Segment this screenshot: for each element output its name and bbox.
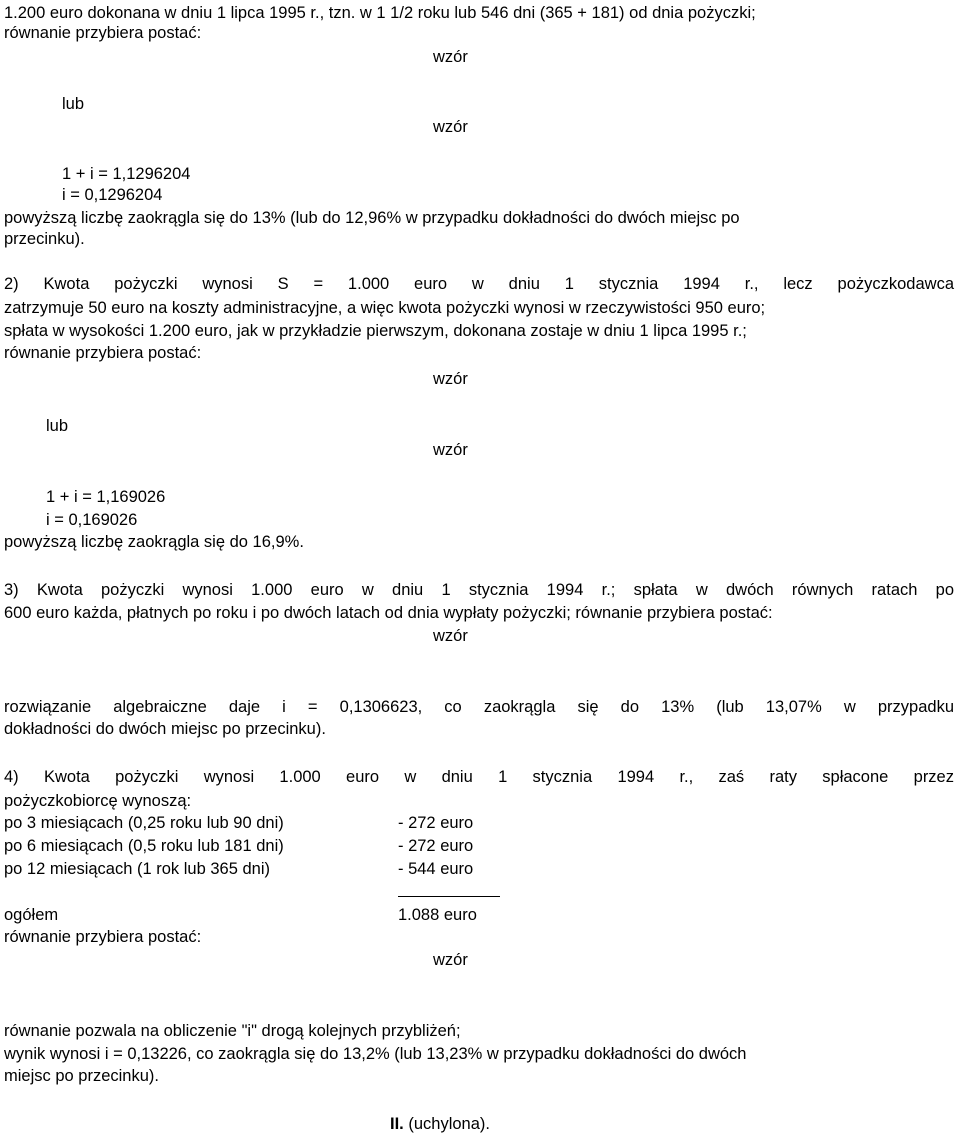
s4-installment-label: po 12 miesiącach (1 rok lub 365 dni) xyxy=(4,860,270,878)
s4-approx-note: równanie pozwala na obliczenie "i" drogą kolejnych przybliżeń; xyxy=(4,1022,461,1040)
s4-line-2: pożyczkobiorcę wynoszą: xyxy=(4,792,192,810)
s4-formula: wzór xyxy=(433,951,468,969)
s1-note-line-1: powyższą liczbę zaokrągla się do 13% (lub do 12,96% w przypadku dokładności do dwóch miejsc po xyxy=(4,209,740,227)
s4-result-line-2: miejsc po przecinku). xyxy=(4,1067,159,1085)
s4-equation-intro: równanie przybiera postać: xyxy=(4,928,202,946)
s2-formula-a: wzór xyxy=(433,370,468,388)
s1-formula-a: wzór xyxy=(433,48,468,66)
s2-formula-b: wzór xyxy=(433,441,468,459)
s3-solution-line-2: dokładności do dwóch miejsc po przecinku). xyxy=(4,720,326,738)
sum-rule xyxy=(398,896,500,897)
s3-solution-line-1: rozwiązanie algebraiczne daje i = 0,1306623, co zaokrągla się do 13% (lub 13,07% w przypadku xyxy=(4,698,954,716)
s3-line-1: 3) Kwota pożyczki wynosi 1.000 euro w dniu 1 stycznia 1994 r.; spłata w dwóch równych ratach po xyxy=(4,581,954,599)
s2-line-2: zatrzymuje 50 euro na koszty administracyjne, a więc kwota pożyczki wynosi w rzeczywistości 950 euro; xyxy=(4,299,766,317)
s2-or-label: lub xyxy=(46,417,69,435)
s1-result-2: i = 0,1296204 xyxy=(62,186,163,204)
s4-result-line-1: wynik wynosi i = 0,13226, co zaokrągla się do 13,2% (lub 13,23% w przypadku dokładności do dwóch xyxy=(4,1045,747,1063)
s1-or-label: lub xyxy=(62,95,85,113)
s1-formula-b: wzór xyxy=(433,118,468,136)
s2-line-3: spłata w wysokości 1.200 euro, jak w przykładzie pierwszym, dokonana zostaje w dniu 1 lipca 1995 r.; xyxy=(4,322,747,340)
s1-line-2: równanie przybiera postać: xyxy=(4,24,202,42)
footer-line xyxy=(390,1114,490,1134)
s4-installment-amount: - 272 euro xyxy=(398,814,474,832)
s4-total-amount: 1.088 euro xyxy=(398,906,477,924)
footer-text: (uchylona). xyxy=(408,1115,490,1133)
s1-result-1: 1 + i = 1,1296204 xyxy=(62,165,191,183)
s4-installment-amount: - 544 euro xyxy=(398,860,474,878)
s4-line-1: 4) Kwota pożyczki wynosi 1.000 euro w dniu 1 stycznia 1994 r., zaś raty spłacone przez xyxy=(4,768,954,786)
s2-result-1: 1 + i = 1,169026 xyxy=(46,488,166,506)
s2-result-2: i = 0,169026 xyxy=(46,511,138,529)
s4-installment-label: po 6 miesiącach (0,5 roku lub 181 dni) xyxy=(4,837,284,855)
s4-installment-label: po 3 miesiącach (0,25 roku lub 90 dni) xyxy=(4,814,284,832)
s1-note-line-2: przecinku). xyxy=(4,230,85,248)
s2-line-1: 2) Kwota pożyczki wynosi S = 1.000 euro w dniu 1 stycznia 1994 r., lecz pożyczkodawca xyxy=(4,275,954,293)
s3-line-2: 600 euro każda, płatnych po roku i po dwóch latach od dnia wypłaty pożyczki; równanie przybiera postać: xyxy=(4,604,773,622)
s2-note: powyższą liczbę zaokrągla się do 16,9%. xyxy=(4,533,304,551)
s4-installment-amount: - 272 euro xyxy=(398,837,474,855)
s1-line-1: 1.200 euro dokonana w dniu 1 lipca 1995 r., tzn. w 1 1/2 roku lub 546 dni (365 + 181) od dnia pożyczki; xyxy=(4,4,756,22)
s2-line-4: równanie przybiera postać: xyxy=(4,344,202,362)
s3-formula: wzór xyxy=(433,627,468,645)
footer-numeral: II. xyxy=(390,1115,404,1133)
s4-total-label: ogółem xyxy=(4,906,59,924)
